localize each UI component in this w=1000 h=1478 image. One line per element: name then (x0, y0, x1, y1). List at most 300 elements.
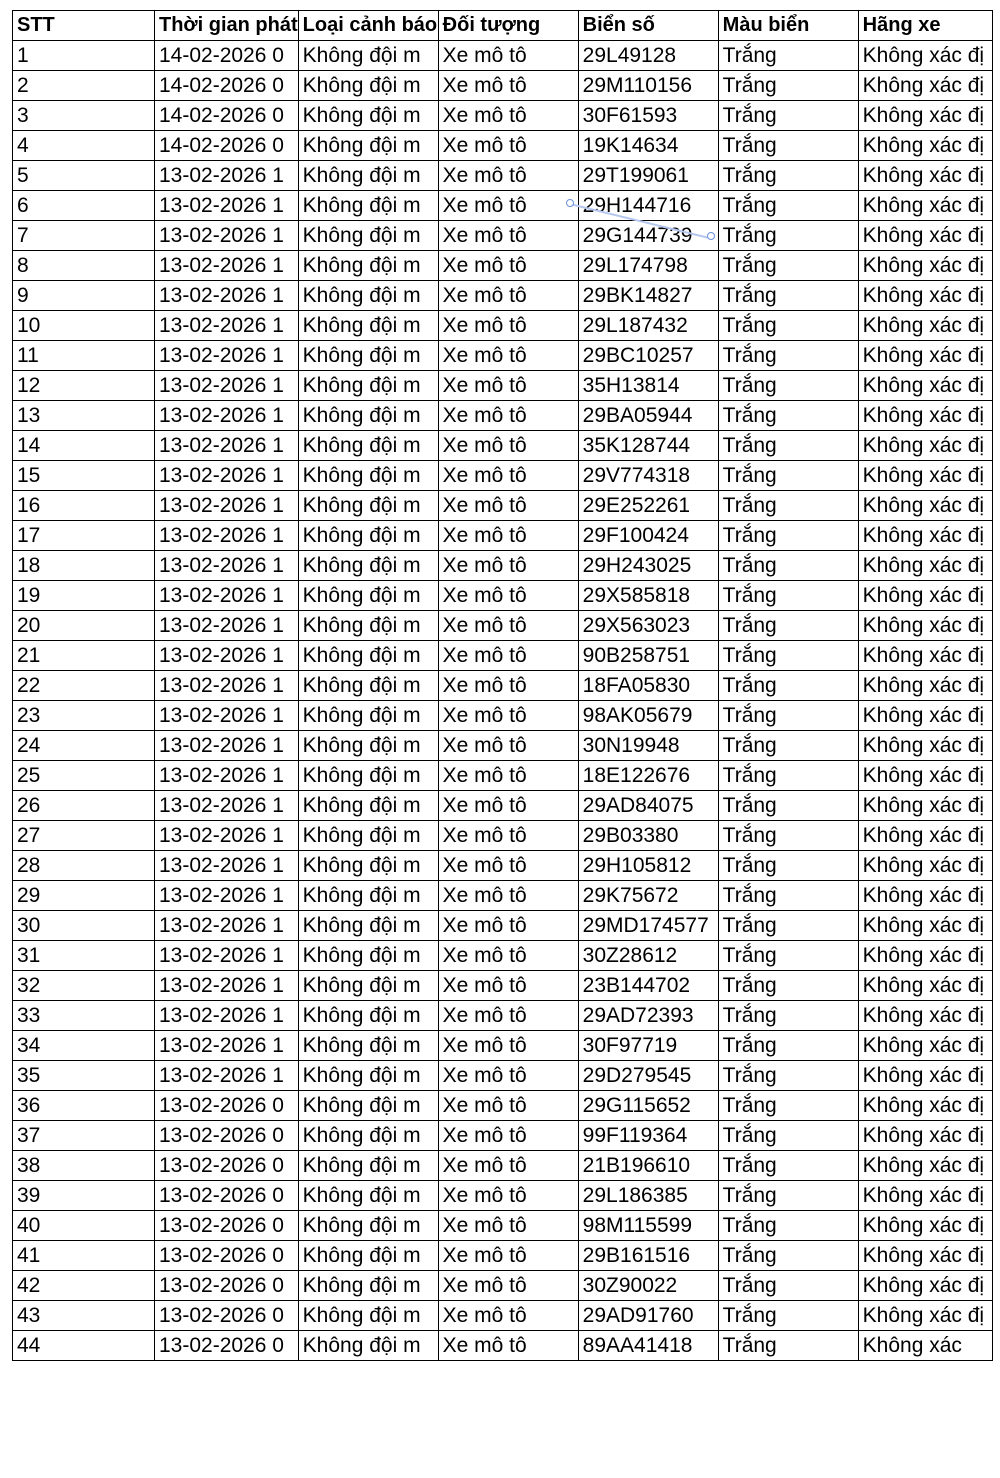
cell-object[interactable]: Xe mô tô (438, 161, 578, 191)
cell-object[interactable]: Xe mô tô (438, 851, 578, 881)
cell-time[interactable]: 13-02-2026 1 (155, 281, 299, 311)
cell-stt[interactable]: 35 (13, 1061, 155, 1091)
cell-stt[interactable]: 36 (13, 1091, 155, 1121)
cell-alert-type[interactable]: Không đội m (298, 1301, 438, 1331)
cell-plate[interactable]: 29MD174577 (578, 911, 718, 941)
cell-alert-type[interactable]: Không đội m (298, 1151, 438, 1181)
cell-object[interactable]: Xe mô tô (438, 551, 578, 581)
cell-stt[interactable]: 5 (13, 161, 155, 191)
cell-time[interactable]: 13-02-2026 1 (155, 611, 299, 641)
cell-plate-color[interactable]: Trắng (718, 1181, 858, 1211)
cell-plate[interactable]: 98M115599 (578, 1211, 718, 1241)
cell-stt[interactable]: 25 (13, 761, 155, 791)
cell-plate-color[interactable]: Trắng (718, 851, 858, 881)
cell-plate[interactable]: 29L187432 (578, 311, 718, 341)
cell-plate[interactable]: 21B196610 (578, 1151, 718, 1181)
cell-stt[interactable]: 2 (13, 71, 155, 101)
cell-object[interactable]: Xe mô tô (438, 731, 578, 761)
cell-plate[interactable]: 30Z28612 (578, 941, 718, 971)
cell-brand[interactable]: Không xác đị (858, 221, 992, 251)
cell-alert-type[interactable]: Không đội m (298, 281, 438, 311)
cell-object[interactable]: Xe mô tô (438, 101, 578, 131)
cell-stt[interactable]: 6 (13, 191, 155, 221)
cell-alert-type[interactable]: Không đội m (298, 1331, 438, 1361)
cell-alert-type[interactable]: Không đội m (298, 311, 438, 341)
cell-time[interactable]: 14-02-2026 0 (155, 101, 299, 131)
cell-alert-type[interactable]: Không đội m (298, 581, 438, 611)
cell-plate[interactable]: 29K75672 (578, 881, 718, 911)
cell-time[interactable]: 13-02-2026 1 (155, 551, 299, 581)
cell-brand[interactable]: Không xác đị (858, 1241, 992, 1271)
cell-alert-type[interactable]: Không đội m (298, 491, 438, 521)
cell-stt[interactable]: 44 (13, 1331, 155, 1361)
cell-alert-type[interactable]: Không đội m (298, 611, 438, 641)
cell-stt[interactable]: 31 (13, 941, 155, 971)
cell-time[interactable]: 13-02-2026 0 (155, 1151, 299, 1181)
cell-brand[interactable]: Không xác đị (858, 701, 992, 731)
cell-object[interactable]: Xe mô tô (438, 1271, 578, 1301)
cell-stt[interactable]: 24 (13, 731, 155, 761)
cell-plate-color[interactable]: Trắng (718, 1301, 858, 1331)
cell-object[interactable]: Xe mô tô (438, 1061, 578, 1091)
cell-plate[interactable]: 29T199061 (578, 161, 718, 191)
cell-object[interactable]: Xe mô tô (438, 221, 578, 251)
cell-stt[interactable]: 1 (13, 41, 155, 71)
cell-alert-type[interactable]: Không đội m (298, 1061, 438, 1091)
cell-plate-color[interactable]: Trắng (718, 731, 858, 761)
cell-alert-type[interactable]: Không đội m (298, 1001, 438, 1031)
cell-brand[interactable]: Không xác đị (858, 1211, 992, 1241)
header-cell-stt[interactable]: STT (13, 11, 155, 41)
selection-handle-end[interactable] (707, 232, 715, 240)
cell-object[interactable]: Xe mô tô (438, 401, 578, 431)
cell-alert-type[interactable]: Không đội m (298, 1031, 438, 1061)
cell-time[interactable]: 13-02-2026 1 (155, 161, 299, 191)
cell-time[interactable]: 13-02-2026 0 (155, 1301, 299, 1331)
cell-plate-color[interactable]: Trắng (718, 101, 858, 131)
cell-brand[interactable]: Không xác đị (858, 1181, 992, 1211)
cell-time[interactable]: 13-02-2026 1 (155, 1031, 299, 1061)
cell-stt[interactable]: 28 (13, 851, 155, 881)
cell-time[interactable]: 13-02-2026 1 (155, 401, 299, 431)
cell-plate-color[interactable]: Trắng (718, 1061, 858, 1091)
cell-alert-type[interactable]: Không đội m (298, 1181, 438, 1211)
cell-stt[interactable]: 15 (13, 461, 155, 491)
cell-plate-color[interactable]: Trắng (718, 341, 858, 371)
cell-alert-type[interactable]: Không đội m (298, 971, 438, 1001)
cell-plate[interactable]: 30F97719 (578, 1031, 718, 1061)
cell-plate[interactable]: 89AA41418 (578, 1331, 718, 1361)
cell-plate[interactable]: 29H144716 (578, 191, 718, 221)
cell-plate-color[interactable]: Trắng (718, 641, 858, 671)
cell-object[interactable]: Xe mô tô (438, 821, 578, 851)
cell-plate-color[interactable]: Trắng (718, 761, 858, 791)
cell-stt[interactable]: 17 (13, 521, 155, 551)
cell-time[interactable]: 13-02-2026 1 (155, 311, 299, 341)
cell-brand[interactable]: Không xác đị (858, 1301, 992, 1331)
cell-stt[interactable]: 19 (13, 581, 155, 611)
cell-object[interactable]: Xe mô tô (438, 461, 578, 491)
cell-brand[interactable]: Không xác đị (858, 551, 992, 581)
cell-plate-color[interactable]: Trắng (718, 191, 858, 221)
cell-time[interactable]: 14-02-2026 0 (155, 71, 299, 101)
cell-alert-type[interactable]: Không đội m (298, 791, 438, 821)
cell-plate[interactable]: 35K128744 (578, 431, 718, 461)
cell-brand[interactable]: Không xác đị (858, 251, 992, 281)
cell-brand[interactable]: Không xác đị (858, 1031, 992, 1061)
cell-alert-type[interactable]: Không đội m (298, 71, 438, 101)
cell-plate-color[interactable]: Trắng (718, 221, 858, 251)
cell-time[interactable]: 13-02-2026 0 (155, 1331, 299, 1361)
cell-brand[interactable]: Không xác đị (858, 941, 992, 971)
cell-object[interactable]: Xe mô tô (438, 71, 578, 101)
cell-time[interactable]: 14-02-2026 0 (155, 41, 299, 71)
cell-object[interactable]: Xe mô tô (438, 431, 578, 461)
cell-brand[interactable]: Không xác đị (858, 1271, 992, 1301)
cell-object[interactable]: Xe mô tô (438, 911, 578, 941)
cell-plate-color[interactable]: Trắng (718, 161, 858, 191)
cell-alert-type[interactable]: Không đội m (298, 131, 438, 161)
cell-plate[interactable]: 30Z90022 (578, 1271, 718, 1301)
cell-plate[interactable]: 18E122676 (578, 761, 718, 791)
cell-plate-color[interactable]: Trắng (718, 311, 858, 341)
cell-plate-color[interactable]: Trắng (718, 911, 858, 941)
cell-alert-type[interactable]: Không đội m (298, 341, 438, 371)
cell-plate-color[interactable]: Trắng (718, 941, 858, 971)
cell-plate-color[interactable]: Trắng (718, 251, 858, 281)
cell-brand[interactable]: Không xác đị (858, 101, 992, 131)
cell-alert-type[interactable]: Không đội m (298, 101, 438, 131)
cell-plate-color[interactable]: Trắng (718, 791, 858, 821)
cell-object[interactable]: Xe mô tô (438, 611, 578, 641)
cell-time[interactable]: 13-02-2026 1 (155, 461, 299, 491)
cell-object[interactable]: Xe mô tô (438, 191, 578, 221)
cell-alert-type[interactable]: Không đội m (298, 851, 438, 881)
cell-alert-type[interactable]: Không đội m (298, 941, 438, 971)
cell-stt[interactable]: 18 (13, 551, 155, 581)
cell-time[interactable]: 13-02-2026 1 (155, 641, 299, 671)
cell-stt[interactable]: 30 (13, 911, 155, 941)
cell-brand[interactable]: Không xác đị (858, 611, 992, 641)
cell-plate-color[interactable]: Trắng (718, 281, 858, 311)
cell-plate-color[interactable]: Trắng (718, 521, 858, 551)
cell-brand[interactable]: Không xác đị (858, 671, 992, 701)
cell-object[interactable]: Xe mô tô (438, 761, 578, 791)
cell-object[interactable]: Xe mô tô (438, 41, 578, 71)
cell-object[interactable]: Xe mô tô (438, 671, 578, 701)
cell-object[interactable]: Xe mô tô (438, 521, 578, 551)
cell-brand[interactable]: Không xác đị (858, 491, 992, 521)
cell-plate[interactable]: 29H105812 (578, 851, 718, 881)
cell-object[interactable]: Xe mô tô (438, 341, 578, 371)
cell-stt[interactable]: 39 (13, 1181, 155, 1211)
cell-stt[interactable]: 7 (13, 221, 155, 251)
cell-object[interactable]: Xe mô tô (438, 971, 578, 1001)
cell-stt[interactable]: 40 (13, 1211, 155, 1241)
selection-handle-start[interactable] (566, 199, 574, 207)
cell-stt[interactable]: 21 (13, 641, 155, 671)
cell-stt[interactable]: 14 (13, 431, 155, 461)
cell-stt[interactable]: 42 (13, 1271, 155, 1301)
cell-time[interactable]: 13-02-2026 1 (155, 251, 299, 281)
cell-plate[interactable]: 98AK05679 (578, 701, 718, 731)
cell-stt[interactable]: 29 (13, 881, 155, 911)
cell-plate[interactable]: 29H243025 (578, 551, 718, 581)
cell-plate[interactable]: 29L174798 (578, 251, 718, 281)
cell-time[interactable]: 13-02-2026 1 (155, 821, 299, 851)
cell-brand[interactable]: Không xác đị (858, 971, 992, 1001)
cell-plate-color[interactable]: Trắng (718, 971, 858, 1001)
cell-alert-type[interactable]: Không đội m (298, 731, 438, 761)
cell-plate[interactable]: 29M110156 (578, 71, 718, 101)
cell-alert-type[interactable]: Không đội m (298, 161, 438, 191)
cell-time[interactable]: 13-02-2026 1 (155, 191, 299, 221)
cell-stt[interactable]: 16 (13, 491, 155, 521)
cell-plate-color[interactable]: Trắng (718, 551, 858, 581)
cell-alert-type[interactable]: Không đội m (298, 1241, 438, 1271)
header-cell-plate-color[interactable]: Màu biển (718, 11, 858, 41)
cell-plate-color[interactable]: Trắng (718, 431, 858, 461)
cell-plate-color[interactable]: Trắng (718, 1121, 858, 1151)
cell-time[interactable]: 13-02-2026 1 (155, 671, 299, 701)
cell-plate-color[interactable]: Trắng (718, 671, 858, 701)
cell-plate-color[interactable]: Trắng (718, 1031, 858, 1061)
cell-plate-color[interactable]: Trắng (718, 881, 858, 911)
cell-stt[interactable]: 11 (13, 341, 155, 371)
cell-brand[interactable]: Không xác đị (858, 161, 992, 191)
cell-plate[interactable]: 19K14634 (578, 131, 718, 161)
cell-alert-type[interactable]: Không đội m (298, 221, 438, 251)
cell-time[interactable]: 13-02-2026 0 (155, 1121, 299, 1151)
cell-alert-type[interactable]: Không đội m (298, 641, 438, 671)
cell-plate-color[interactable]: Trắng (718, 491, 858, 521)
cell-alert-type[interactable]: Không đội m (298, 41, 438, 71)
cell-alert-type[interactable]: Không đội m (298, 461, 438, 491)
cell-object[interactable]: Xe mô tô (438, 1241, 578, 1271)
cell-time[interactable]: 13-02-2026 1 (155, 341, 299, 371)
cell-plate-color[interactable]: Trắng (718, 1151, 858, 1181)
cell-object[interactable]: Xe mô tô (438, 1151, 578, 1181)
cell-alert-type[interactable]: Không đội m (298, 431, 438, 461)
cell-plate[interactable]: 29X563023 (578, 611, 718, 641)
cell-time[interactable]: 13-02-2026 1 (155, 851, 299, 881)
cell-time[interactable]: 13-02-2026 1 (155, 521, 299, 551)
cell-time[interactable]: 13-02-2026 1 (155, 371, 299, 401)
cell-alert-type[interactable]: Không đội m (298, 881, 438, 911)
cell-object[interactable]: Xe mô tô (438, 371, 578, 401)
cell-stt[interactable]: 3 (13, 101, 155, 131)
cell-alert-type[interactable]: Không đội m (298, 551, 438, 581)
cell-object[interactable]: Xe mô tô (438, 581, 578, 611)
cell-stt[interactable]: 32 (13, 971, 155, 1001)
cell-stt[interactable]: 4 (13, 131, 155, 161)
cell-plate[interactable]: 29AD84075 (578, 791, 718, 821)
cell-object[interactable]: Xe mô tô (438, 1211, 578, 1241)
cell-plate[interactable]: 29F100424 (578, 521, 718, 551)
cell-plate-color[interactable]: Trắng (718, 131, 858, 161)
cell-alert-type[interactable]: Không đội m (298, 1271, 438, 1301)
cell-plate[interactable]: 99F119364 (578, 1121, 718, 1151)
cell-brand[interactable]: Không xác (858, 1331, 992, 1361)
cell-brand[interactable]: Không xác đị (858, 371, 992, 401)
cell-plate-color[interactable]: Trắng (718, 581, 858, 611)
cell-time[interactable]: 13-02-2026 1 (155, 1001, 299, 1031)
cell-plate[interactable]: 29V774318 (578, 461, 718, 491)
cell-plate[interactable]: 29L186385 (578, 1181, 718, 1211)
cell-brand[interactable]: Không xác đị (858, 581, 992, 611)
cell-stt[interactable]: 8 (13, 251, 155, 281)
cell-object[interactable]: Xe mô tô (438, 941, 578, 971)
cell-time[interactable]: 13-02-2026 1 (155, 701, 299, 731)
cell-object[interactable]: Xe mô tô (438, 1301, 578, 1331)
cell-brand[interactable]: Không xác đị (858, 1121, 992, 1151)
cell-time[interactable]: 13-02-2026 1 (155, 761, 299, 791)
cell-plate[interactable]: 29L49128 (578, 41, 718, 71)
cell-object[interactable]: Xe mô tô (438, 1091, 578, 1121)
cell-object[interactable]: Xe mô tô (438, 281, 578, 311)
cell-plate[interactable]: 29G144739 (578, 221, 718, 251)
cell-brand[interactable]: Không xác đị (858, 461, 992, 491)
cell-stt[interactable]: 26 (13, 791, 155, 821)
cell-stt[interactable]: 20 (13, 611, 155, 641)
cell-object[interactable]: Xe mô tô (438, 881, 578, 911)
cell-brand[interactable]: Không xác đị (858, 731, 992, 761)
cell-stt[interactable]: 10 (13, 311, 155, 341)
cell-plate-color[interactable]: Trắng (718, 71, 858, 101)
cell-time[interactable]: 13-02-2026 0 (155, 1091, 299, 1121)
header-cell-brand[interactable]: Hãng xe (858, 11, 992, 41)
cell-alert-type[interactable]: Không đội m (298, 191, 438, 221)
cell-time[interactable]: 13-02-2026 1 (155, 881, 299, 911)
cell-brand[interactable]: Không xác đị (858, 281, 992, 311)
cell-plate[interactable]: 29D279545 (578, 1061, 718, 1091)
cell-alert-type[interactable]: Không đội m (298, 1121, 438, 1151)
cell-plate[interactable]: 29AD72393 (578, 1001, 718, 1031)
cell-plate-color[interactable]: Trắng (718, 1091, 858, 1121)
cell-time[interactable]: 13-02-2026 1 (155, 731, 299, 761)
cell-stt[interactable]: 22 (13, 671, 155, 701)
cell-plate[interactable]: 30N19948 (578, 731, 718, 761)
cell-object[interactable]: Xe mô tô (438, 1181, 578, 1211)
cell-object[interactable]: Xe mô tô (438, 1031, 578, 1061)
cell-brand[interactable]: Không xác đị (858, 71, 992, 101)
cell-plate[interactable]: 90B258751 (578, 641, 718, 671)
header-cell-object[interactable]: Đối tượng (438, 11, 578, 41)
cell-time[interactable]: 13-02-2026 1 (155, 491, 299, 521)
cell-plate[interactable]: 29B03380 (578, 821, 718, 851)
cell-plate-color[interactable]: Trắng (718, 1331, 858, 1361)
cell-brand[interactable]: Không xác đị (858, 761, 992, 791)
cell-time[interactable]: 13-02-2026 0 (155, 1271, 299, 1301)
cell-stt[interactable]: 12 (13, 371, 155, 401)
cell-time[interactable]: 13-02-2026 1 (155, 1061, 299, 1091)
cell-object[interactable]: Xe mô tô (438, 1121, 578, 1151)
header-cell-plate[interactable]: Biển số (578, 11, 718, 41)
cell-plate[interactable]: 29G115652 (578, 1091, 718, 1121)
cell-alert-type[interactable]: Không đội m (298, 821, 438, 851)
cell-brand[interactable]: Không xác đị (858, 311, 992, 341)
cell-plate-color[interactable]: Trắng (718, 401, 858, 431)
cell-stt[interactable]: 34 (13, 1031, 155, 1061)
cell-brand[interactable]: Không xác đị (858, 791, 992, 821)
cell-alert-type[interactable]: Không đội m (298, 671, 438, 701)
cell-stt[interactable]: 23 (13, 701, 155, 731)
cell-brand[interactable]: Không xác đị (858, 521, 992, 551)
cell-plate[interactable]: 29E252261 (578, 491, 718, 521)
cell-object[interactable]: Xe mô tô (438, 701, 578, 731)
cell-plate[interactable]: 23B144702 (578, 971, 718, 1001)
cell-plate[interactable]: 29BK14827 (578, 281, 718, 311)
cell-stt[interactable]: 33 (13, 1001, 155, 1031)
cell-brand[interactable]: Không xác đị (858, 41, 992, 71)
cell-time[interactable]: 13-02-2026 1 (155, 791, 299, 821)
cell-object[interactable]: Xe mô tô (438, 311, 578, 341)
cell-plate[interactable]: 18FA05830 (578, 671, 718, 701)
cell-time[interactable]: 13-02-2026 1 (155, 581, 299, 611)
cell-time[interactable]: 13-02-2026 1 (155, 911, 299, 941)
cell-alert-type[interactable]: Không đội m (298, 1091, 438, 1121)
cell-time[interactable]: 14-02-2026 0 (155, 131, 299, 161)
cell-time[interactable]: 13-02-2026 1 (155, 971, 299, 1001)
header-cell-time[interactable]: Thời gian phát (155, 11, 299, 41)
cell-brand[interactable]: Không xác đị (858, 881, 992, 911)
cell-brand[interactable]: Không xác đị (858, 431, 992, 461)
cell-brand[interactable]: Không xác đị (858, 341, 992, 371)
cell-stt[interactable]: 41 (13, 1241, 155, 1271)
cell-alert-type[interactable]: Không đội m (298, 761, 438, 791)
cell-plate-color[interactable]: Trắng (718, 41, 858, 71)
cell-time[interactable]: 13-02-2026 0 (155, 1181, 299, 1211)
cell-plate-color[interactable]: Trắng (718, 821, 858, 851)
cell-plate[interactable]: 35H13814 (578, 371, 718, 401)
cell-plate[interactable]: 29B161516 (578, 1241, 718, 1271)
cell-object[interactable]: Xe mô tô (438, 1001, 578, 1031)
cell-plate[interactable]: 29BA05944 (578, 401, 718, 431)
cell-object[interactable]: Xe mô tô (438, 491, 578, 521)
cell-plate[interactable]: 29BC10257 (578, 341, 718, 371)
cell-plate[interactable]: 29AD91760 (578, 1301, 718, 1331)
cell-stt[interactable]: 9 (13, 281, 155, 311)
cell-brand[interactable]: Không xác đị (858, 641, 992, 671)
cell-brand[interactable]: Không xác đị (858, 401, 992, 431)
cell-alert-type[interactable]: Không đội m (298, 701, 438, 731)
cell-stt[interactable]: 37 (13, 1121, 155, 1151)
cell-stt[interactable]: 38 (13, 1151, 155, 1181)
header-cell-alert-type[interactable]: Loại cảnh báo (298, 11, 438, 41)
cell-brand[interactable]: Không xác đị (858, 1091, 992, 1121)
cell-alert-type[interactable]: Không đội m (298, 911, 438, 941)
cell-brand[interactable]: Không xác đị (858, 1061, 992, 1091)
cell-brand[interactable]: Không xác đị (858, 131, 992, 161)
cell-alert-type[interactable]: Không đội m (298, 401, 438, 431)
cell-object[interactable]: Xe mô tô (438, 251, 578, 281)
cell-stt[interactable]: 13 (13, 401, 155, 431)
cell-alert-type[interactable]: Không đội m (298, 521, 438, 551)
cell-plate-color[interactable]: Trắng (718, 1241, 858, 1271)
cell-time[interactable]: 13-02-2026 1 (155, 941, 299, 971)
cell-time[interactable]: 13-02-2026 0 (155, 1211, 299, 1241)
cell-alert-type[interactable]: Không đội m (298, 1211, 438, 1241)
cell-object[interactable]: Xe mô tô (438, 791, 578, 821)
cell-alert-type[interactable]: Không đội m (298, 371, 438, 401)
cell-plate-color[interactable]: Trắng (718, 1211, 858, 1241)
cell-plate-color[interactable]: Trắng (718, 371, 858, 401)
cell-plate-color[interactable]: Trắng (718, 701, 858, 731)
cell-plate-color[interactable]: Trắng (718, 1271, 858, 1301)
cell-plate-color[interactable]: Trắng (718, 461, 858, 491)
cell-time[interactable]: 13-02-2026 1 (155, 431, 299, 461)
cell-object[interactable]: Xe mô tô (438, 641, 578, 671)
